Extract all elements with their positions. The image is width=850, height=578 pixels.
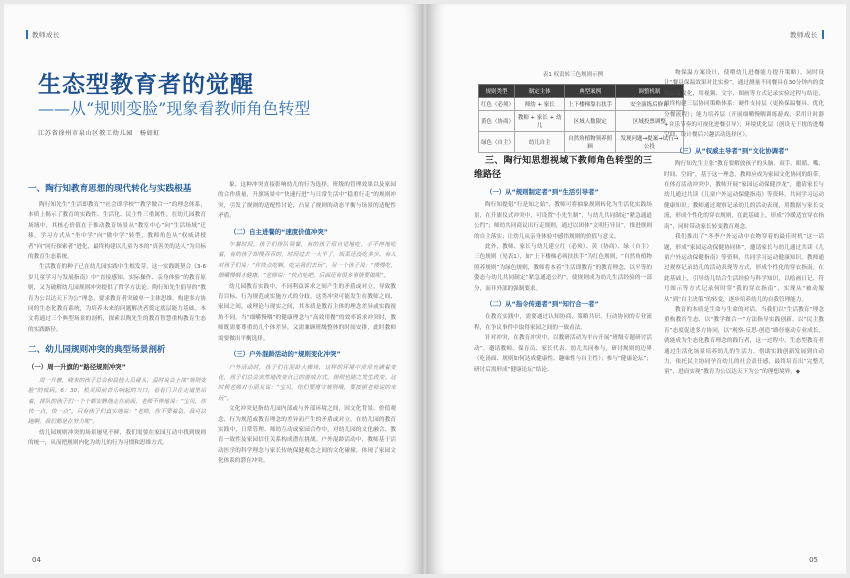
section-heading-3: 三、陶行知思想视域下教师角色转型的三维路径: [474, 156, 652, 180]
paragraph: 陶行知先生“生活即教育”“社会即学校”“教学做合一”的理念体系，本质上揭示了教育的实践性、生活化、民主性三重属性。在幼儿园教育场域中，其核心价值在于推动教育场景从“教室中心”向“生活场域”迁移。学习方式从“坐中学”向“做中学”转型，教师角色从“权威讲授者”向“同行探索者”进化，最终构建以儿童为本的“真善美的达人”为目标的教育生态系统。: [28, 202, 206, 261]
table-cell: 发现问题→提案→试行→公投: [615, 132, 683, 153]
table-header-row: [479, 85, 684, 98]
right-column-2: [664, 68, 824, 378]
subheading: （二）从“指令传递者”到“知行合一者”: [486, 300, 599, 309]
table-row: [479, 132, 684, 153]
subheading: （三）从“权威主导者”到“文化协调者”: [676, 146, 789, 155]
section-tag: 教师成长: [26, 30, 60, 39]
paragraph: 物保温方案设计，使喂幼儿进餐能力提升策略）。同时设计“餐具保温效果对比实验”，通过测量不同餐具在30分钟内的食物温度变化，用视频、文字、图画等方式记录实验过程与结论，最终构建三层协同策略体系：硬件支持层（更换保温餐具、优化分餐流程）；能力培养层（开展细嚼慢咽训练游戏，采用计时器+音乐节奏的可视化进餐引导）；环境优化层（创设无干扰的进餐空间，设计餐后兴趣活动选择区）。: [664, 70, 824, 139]
paragraph: 文化冲突是指幼儿园内部或与外部环境之间，因文化背景、价值观念、行为规范或教育理念的差异而产生的矛盾或对立。在幼儿园的教育实践中，日常管理、师幼互动或家园合作中，对幼儿园的文化融合、教育一致性及家园信任关系构成潜在挑战。户外混龄活动中，教师基于活动医学的科学理念与家长传统保健观念之间的文化碰撞，体现了家园文化体系的潜在冲突。: [218, 406, 396, 465]
table-cell: 红色（必须）: [479, 98, 515, 111]
rules-table: [478, 84, 684, 153]
paragraph: 陶行知先生主张“教育要解放孩子的头脑、双手、眼睛、嘴、时间、空间”，基于这一理念，教师应成为家园文化协同的组带。在体育活动冲突中，教师开展“家园运动保健沙龙”，邀请家长与幼儿通过共读《儿童户外运动保健指南》等资料，共同学习运动健康知识；教师通过观察记录幼儿的活动表现，用数据与家长交流，形成个性化的穿衣规则，在此基础上，形成“冷暖适宜穿衣指南”，同时带动家长转变教育观念。: [664, 161, 824, 230]
paragraph: 陶行知提倡“行是知之始”，教师可将抽象规则转化为生活化实践场景，在升旗仪式冲突中，可设置“小先生制”，与幼儿共同制定“紧急通道公约”；师幼共同商议出行走规则，通过以团体“文明行导员”，推进规则的自主落实；让幼儿从亲身体验中感悟规则的价值与意义。: [474, 202, 652, 240]
section-heading-1: 一、陶行知教育思想的现代转化与实践根基: [28, 184, 192, 194]
table-cell: 绿色（自主）: [479, 132, 515, 153]
table-cell: 安全演练后修订: [615, 98, 683, 111]
section-tag: 教师成长: [790, 30, 824, 39]
case-quote: 户外活动时，孩子们在混龄大操场，这样的环境中常常充满着变化，孩子们总会突然地改变自己的游戏方式，规则也随之发生改变。这时候老师对小朋友说：“宝贝，你们要遵守规则哦，要按照老师说的来玩”。: [218, 364, 396, 402]
table-header: 制定主体: [515, 85, 565, 98]
paragraph: 生活教育的种子已在幼儿园实践中生根发芽，这一实践既契合《3-6岁儿童学习与发展指南》中“直接感知、实际操作、亲身体验”的教育原则，又为破解幼儿园规则冲突提供了哲学方法论。陶行知先生倡导的“教育为公以达天下为公”理念，要求教育者突破单一主体思维，构建多方协同的生态化教育系统，为培养未来的问题解决者奠定底层能力基础。本文将通过三个典型场景的剖析，探索以陶先生的教育智慧重构教育生态的实践路径。: [28, 264, 206, 333]
page-number: 04: [32, 556, 41, 564]
left-column-2: [218, 180, 396, 467]
page-number: 05: [809, 556, 818, 564]
table-cell: 区域投票调整: [615, 111, 683, 132]
left-page: [4, 4, 422, 574]
subheading: （一）从“规则制定者”到“生活引导者”: [486, 188, 599, 196]
table-header: 典型案例: [565, 85, 616, 98]
subheading: （二）自主进餐的“速度价值冲突”: [230, 227, 328, 236]
table-cell: 黄色（协商）: [479, 111, 515, 132]
table-row: [479, 111, 684, 132]
right-page: [428, 4, 846, 574]
paragraph: 幼儿园规则冲突的场景屡见不鲜，我们需要在家园互动中找到规则的统一，从而把规则内化为幼儿的行为习惯和思维方式。: [28, 429, 206, 447]
table-header: 调整机制: [615, 85, 683, 98]
table-cell: 师幼 + 家长: [515, 98, 565, 111]
right-column-1: [474, 154, 652, 375]
subheading: （三）户外混龄活动的“规则变化冲突”: [230, 350, 341, 359]
table-cell: 区域人数限定: [565, 111, 616, 132]
paragraph: 此外，教师、家长与幼儿建立红（必须）、黄（协商）、绿（自主）三色规则（见表1），如“上下楼梯必须扶扶手”为红色规则，“自然角植物照养规则”为绿色规则，教师将本着“生活即教育”的教育理念，以平等的姿态与幼儿共同制定“紧急通道公约”，使规则成为幼儿生活经验的一部分，而非外部的强制要求。: [474, 244, 652, 292]
article-subtitle: ——从“规则变脸”现象看教师角色转型: [38, 99, 311, 118]
case-quote: 午餐时间，孩子们排队领餐，有的孩子很自觉地吃，手不停地吃着，有的孩子却慢吞吞的，时间过去一大半了，饭菜还没吃多少。有人对孩子们说：“你快点吃啊，吃完我们去玩”，另一个孩子说：“慢慢吃，细嚼慢咽才健康。”老师说：“快点吃吧，后面还有很多事情要做呢”。: [218, 242, 396, 280]
paragraph: 我们推出了“冬季户外运动中衣物穿着的最佳时机”这一话题，形成“家园运动保健协同体”，邀请家长与幼儿通过共读《儿童户外运动保健指南》等资料，共同学习运动健康知识，教师通过观察记录幼儿的活动表现等方式，形成个性化的穿衣指南；在此基础上，引导幼儿结合生活经验与科学知识，以绘画日记、符号图示等方式记录何时穿“我的穿衣指南”，实现从“被动服从”到“自主决策”的转变，逐步培养幼儿的自我管理能力。: [664, 234, 824, 303]
table-cell: 上下楼梯靠右扶手: [565, 98, 616, 111]
article-title: 生态型教育者的觉醒: [38, 72, 254, 98]
table-row: [479, 98, 684, 111]
author-byline: 江苏省徐州市泉山区教工幼儿园 杨如虹: [38, 130, 161, 137]
subheading: （一）周一升旗的“路径规则冲突”: [28, 363, 126, 372]
paragraph: 教育的本质是生命与生命的对话。当我们以“生活教育”理念重构教育生态，以“教学做合一”方法指导实践创新，以“民主教育”态度促进多方协同，以“观察-反思-创造”路径驱动专业成长，就能成为生态化教育理念的践行者，这一过程中，生态型教育者通过生活化场景培养幼儿的生活力，借助实践创新发展到自动力，依托民主协同孕育幼儿的社会责任感，最终培育出“完整儿童”，进而实现“教育为公以达天下为公”的理想境界。◆: [664, 306, 824, 376]
table-cell: 自然角植物领养照顾: [565, 132, 616, 153]
table-cell: 幼儿自主: [515, 132, 565, 153]
section-heading-2: 二、幼儿园规则冲突的典型场景剖析: [28, 345, 166, 356]
left-column-1: [28, 174, 206, 449]
paragraph: 象。这种冲突直接影响幼儿的行为选择，班级的管理效果以及家园的合作质量，升旗场景中“快速行进”与日常生活中“稳重行走”的规则冲突，引发了规则的适配性讨论，凸显了规则的动态平衡与场景的适配性矛盾。: [218, 182, 396, 220]
case-quote: 周一升旗，晓来的孩子总会和晨检人员碰头，温时说会上演“规则变脸”的戏码。6：30，机灵园前音乐响起的当口，看看门卫在走道里站着，排队的孩子们一个个都安静地走在前面，老师不停地说：“宝贝，你快一点，快一点”。只有孩子们真实地说：“老师，你不要着急，我可以跑啊，我们都是在努力呢”。: [28, 377, 206, 426]
table-cell: 教师 + 家长 + 幼儿: [515, 111, 565, 132]
table-header: 规则类型: [479, 85, 515, 98]
table-caption: 表1 权责转三色规则示例: [542, 72, 604, 78]
paragraph: 在教育实践中，需要通过认知协商、策略共识、行动协同的专业流程，在争议事件中取得家园之间的一致看法。: [474, 314, 652, 331]
paragraph: 针对冲突，在教育冲突中，以教研活动为平台开展“班级专题研讨活动”，邀请教师、保育员、家长代表、幼儿共同参与，研讨规则的边界（吃汤面、规则如何达成健康性、趣味性与自主性）；参与“健康论坛”；研讨后需形成“健康论坛”结论。: [474, 335, 652, 373]
paragraph: 幼儿园教育实践中，不同利益诉求之间产生的矛盾或对立，导致教育目标、行为规范或实施方式的分歧。这类冲突可能发生在教师之间、家园之间，或理论与现实之间，其本质是教育主体的理念差异或实践视角不同。当“细嚼慢咽”的健康理念与“高效用餐”的效率诉求冲突时，教师既需要尊重幼儿个体差异，又需兼顾班级整体的时间安排，此时教师需要做出平衡选择。: [218, 283, 396, 342]
